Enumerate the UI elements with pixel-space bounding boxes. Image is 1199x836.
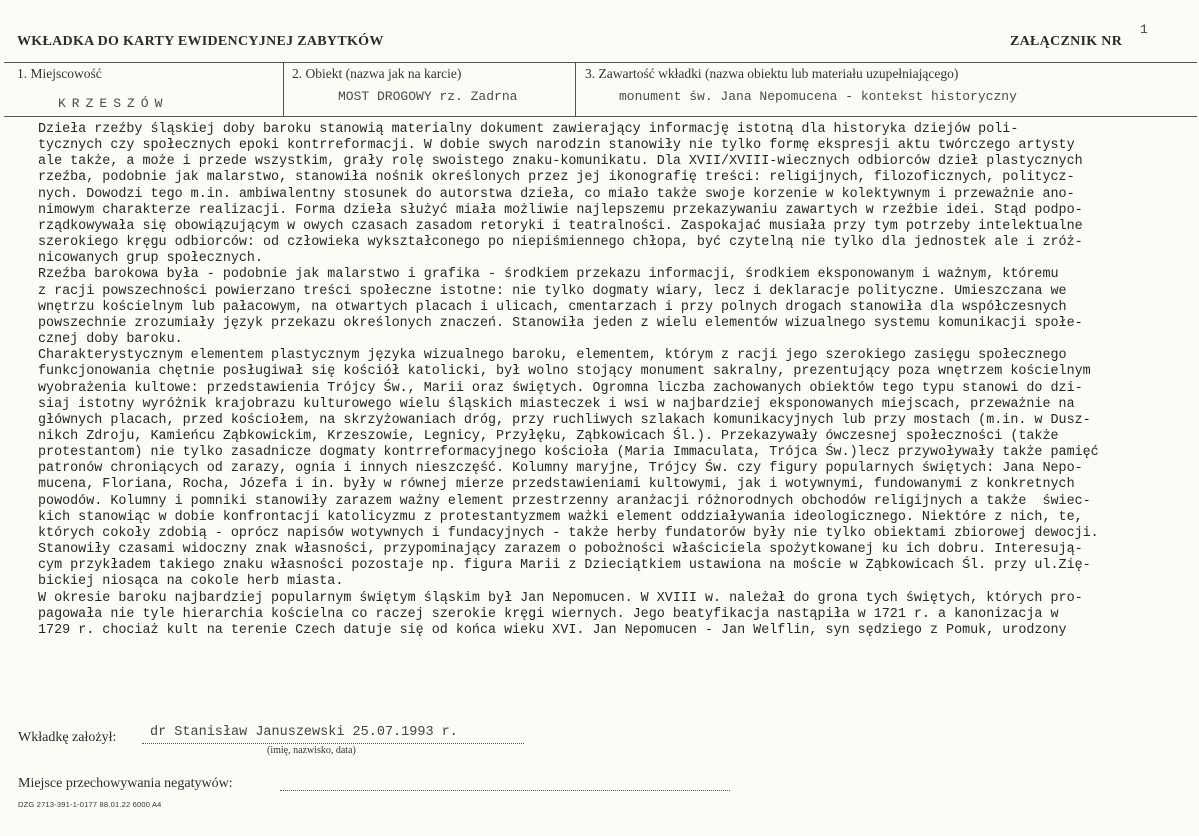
storage-label: Miejsce przechowywania negatywów: [18, 776, 233, 791]
body-line: wyobrażenia kultowe: przedstawienia Trójcy Św., Marii oraz świętych. Ogromna liczba zachowanych obiektów tego typu stanowi do dzi- [38, 380, 1083, 396]
body-line: nych. Dowodzi tego m.in. ambiwalentny stosunek do autorstwa dzieła, co miało także swoje korzenie w kolektywnym i przeważnie ano- [38, 186, 1075, 202]
body-line: ale także, a może i przede wszystkim, grały rolę swoistego znaku-komunikatu. Dla XVII/XVIII-wiecznych odbiorców dzieł plastycznych [38, 154, 1083, 170]
author-value: dr Stanisław Januszewski 25.07.1993 r. [150, 725, 458, 740]
body-line: patronów chroniących od zarazy, ognia i innych nieszczęść. Kolumny maryjne, Trójcy Św. czy figury popularnych świętych: Jana Nepo- [38, 461, 1083, 477]
content-label: 3. Zawartość wkładki (nazwa obiektu lub materiału uzupełniającego) [585, 66, 959, 81]
body-line: Rzeźba barokowa była - podobnie jak malarstwo i grafika - środkiem przekazu informacji, środkiem eksponowanym i ważnym, któremu [38, 267, 1059, 283]
field-divider-2 [575, 62, 576, 116]
body-line: których cokoły zdobią - oprócz napisów wotywnych i fundacyjnych - także herby fundatorów były nie tylko obiektami zbiorowej dewocji. [38, 525, 1099, 541]
attachment-label: ZAŁĄCZNIK NR [1010, 34, 1123, 49]
body-line: głównych placach, przed kościołem, na skrzyżowaniach dróg, przy ruchliwych szlakach komunikacyjnych lub przy mostach (m.in. w Dusz- [38, 412, 1091, 428]
body-line: protestantom) nie tylko zasadnicze dogmaty kontrreformacyjnego kościoła (Maria Immaculata, Trójca Św.)lecz przywoływały także pamięć [38, 445, 1099, 461]
body-text [38, 122, 1168, 639]
author-caption: (imię, nazwisko, data) [267, 745, 356, 756]
card-title: WKŁADKA DO KARTY EWIDENCYJNEJ ZABYTKÓW [17, 34, 384, 49]
body-line: kich stanowiąc w dobie konfrontacji katolicyzmu z protestantyzmem ważki element oddziaływania ideologicznego. Niektóre z nich, te, [38, 509, 1083, 525]
body-line: nicowanych grup społecznych. [38, 251, 263, 267]
body-line: tycznych czy społecznych epoki kontrreformacji. W dobie swych narodzin stanowiły nie tylko formę ekspresji aktu twórczego artysty [38, 138, 1075, 154]
object-value: MOST DROGOWY rz. Zadrna [338, 89, 518, 104]
body-line: powodów. Kolumny i pomniki stanowiły zarazem ważny element przestrzenny aranżacji różnorodnych obchodów religijnych a także świec- [38, 493, 1091, 509]
object-label: 2. Obiekt (nazwa jak na karcie) [292, 66, 462, 81]
body-line: siaj istotny wyróżnik krajobrazu kulturowego wielu śląskich miasteczek i wsi w najbardziej eksponowanych miejscach, przeważnie na [38, 396, 1075, 412]
print-code: DZG 2713-391-1-0177 88.01.22 6000 A4 [18, 800, 162, 809]
body-line: cznej doby baroku. [38, 332, 183, 348]
body-line: powszechnie zrozumiały język przekazu określonych znaczeń. Stanowiła jeden z wielu elementów wizualnego systemu komunikacji społe- [38, 315, 1083, 331]
body-line: wnętrzu kościelnym lub pałacowym, na otwartych placach i ulicach, cmentarzach i przy polnych drogach stanowiła dla współczesnych [38, 299, 1067, 315]
storage-dotted-line [280, 790, 730, 791]
author-dotted-line [142, 743, 524, 744]
body-line: mucena, Floriana, Rocha, Józefa i in. były w równej mierze przedstawieniami kultowymi, jak i wotywnymi, fundowanymi z konkretnych [38, 477, 1075, 493]
body-line: nikch Zdroju, Kamieńcu Ząbkowickim, Krzeszowie, Legnicy, Przyłęku, Ząbkowicach Śl.). Przekazywały ówczesnej społeczności (także [38, 428, 1059, 444]
body-line: Dzieła rzeźby śląskiej doby baroku stanowią materialny dokument zawierający informację istotną dla historyka dziejów poli- [38, 122, 1019, 137]
content-value: monument św. Jana Nepomucena - kontekst historyczny [619, 89, 1017, 104]
fields-bottom-rule [4, 116, 1197, 117]
locality-label: 1. Miejscowość [17, 66, 102, 81]
body-line: rzeźba, podobnie jak malarstwo, stanowiła nośnik określonych przez jej ikonografię treści: religijnych, filozoficznych, politycz- [38, 170, 1075, 186]
body-line: pagowała nie tyle hierarchia kościelna co raczej szerokie kręgi wiernych. Jego beatyfikacja nastąpiła w 1721 r. a kanonizacja w [38, 606, 1059, 622]
field-divider-1 [283, 62, 284, 116]
body-line: szerokiego kręgu odbiorców: od człowieka wykształconego po niepiśmiennego chłopa, być czytelną nie tylko dla jednostek ale i zróż- [38, 235, 1083, 251]
body-line: nimowym charakterze realizacji. Forma dzieła służyć miała możliwie najlepszemu przekazywaniu zawartych w rzeźbie idei. Stąd podpo- [38, 202, 1083, 218]
locality-value: KRZESZÓW [58, 96, 169, 111]
body-line: 1729 r. chociaż kult na terenie Czech datuje się od końca wieku XVI. Jan Nepomucen - Jan Welflin, syn sędziego z Pomuk, urodzony [38, 622, 1067, 638]
author-label: Wkładkę założył: [18, 730, 117, 745]
body-line: funkcjonowania chętnie posługiwał się kościół katolicki, był wolno stojący monument sakralny, prezentujący poza wnętrzem kościelnym [38, 364, 1091, 380]
body-line: W okresie baroku najbardziej popularnym świętym śląskim był Jan Nepomucen. W XVIII w. należał do grona tych świętych, których pro- [38, 590, 1083, 606]
page-number: 1 [1140, 22, 1148, 37]
body-line: rządkowywała się obowiązującym w owych czasach zasadom retoryki i teatralności. Zaspokajać musiała przy tym potrzeby intelektualne [38, 218, 1083, 234]
body-line: z racji powszechności powierzano treści społeczne istotne: nie tylko dogmaty wiary, lecz i deklaracje polityczne. Umieszczana we [38, 283, 1067, 299]
header-top-rule [4, 62, 1197, 63]
body-line: Charakterystycznym elementem plastycznym języka wizualnego baroku, elementem, którym z racji jego szerokiego zasięgu społecznego [38, 348, 1067, 364]
body-line: Stanowiły czasami widoczny znak własności, przypominający zarazem o pobożności właściciela spożytkowanej ku ich dobru. Interesują- [38, 542, 1083, 558]
body-line: cym przykładem takiego znaku własności pozostaje np. figura Marii z Dzieciątkiem ustawiona na moście w Ząbkowicach Śl. przy ul.Zię- [38, 558, 1091, 574]
body-line: bickiej niosąca na cokole herb miasta. [38, 574, 344, 590]
